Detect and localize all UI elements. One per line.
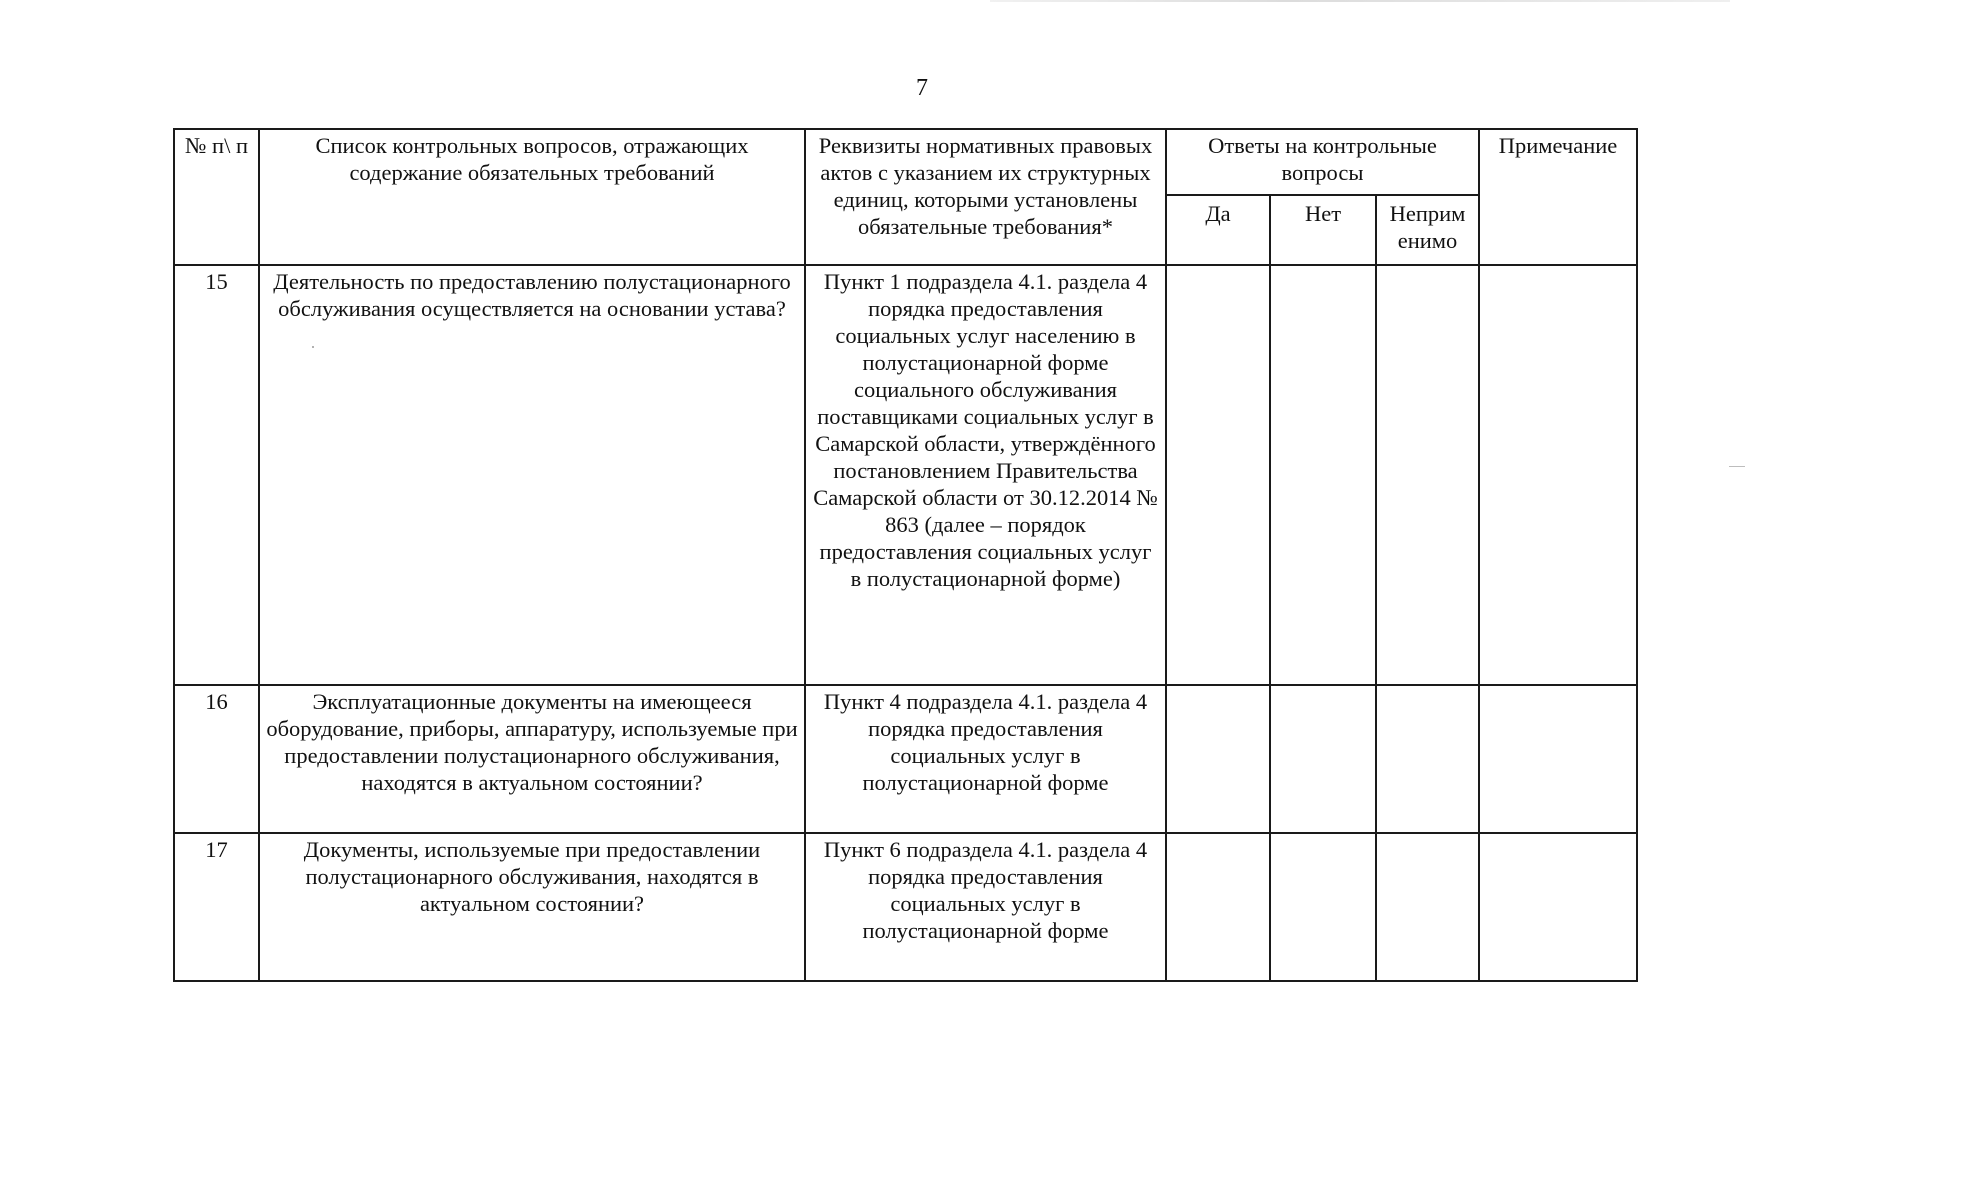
row-answer-no	[1270, 685, 1376, 833]
row-requisites: Пункт 4 подраздела 4.1. раздела 4 порядка предоставления социальных услуг в полустационарной форме	[805, 685, 1166, 833]
header-num: № п\ п	[174, 129, 259, 265]
row-question: Деятельность по предоставлению полустационарного обслуживания осуществляется на основании устава?	[259, 265, 805, 685]
row-num: 16	[174, 685, 259, 833]
row-answer-yes	[1166, 685, 1270, 833]
header-answers: Ответы на контрольные вопросы	[1166, 129, 1479, 195]
table-row	[174, 265, 1637, 685]
row-note	[1479, 265, 1637, 685]
row-num: 17	[174, 833, 259, 981]
scan-edge-artifact	[990, 0, 1730, 2]
row-answer-na	[1376, 265, 1479, 685]
row-answer-na	[1376, 685, 1479, 833]
row-note	[1479, 833, 1637, 981]
scan-dot-artifact	[312, 346, 314, 348]
row-question: Документы, используемые при предоставлении полустационарного обслуживания, находятся в актуальном состоянии?	[259, 833, 805, 981]
row-num: 15	[174, 265, 259, 685]
page-number: 7	[916, 75, 928, 101]
header-yes: Да	[1166, 195, 1270, 265]
row-requisites: Пункт 6 подраздела 4.1. раздела 4 порядка предоставления социальных услуг в полустационарной форме	[805, 833, 1166, 981]
row-note	[1479, 685, 1637, 833]
table-row	[174, 685, 1637, 833]
header-row-top	[174, 129, 1637, 195]
header-questions: Список контрольных вопросов, отражающих содержание обязательных требований	[259, 129, 805, 265]
table-row	[174, 833, 1637, 981]
header-note: Примечание	[1479, 129, 1637, 265]
scan-dash-artifact	[1729, 466, 1745, 467]
row-answer-yes	[1166, 265, 1270, 685]
row-answer-no	[1270, 833, 1376, 981]
header-requisites: Реквизиты нормативных правовых актов с указанием их структурных единиц, которыми установлены обязательные требования*	[805, 129, 1166, 265]
checklist-table	[173, 128, 1638, 982]
header-no: Нет	[1270, 195, 1376, 265]
row-question: Эксплуатационные документы на имеющееся оборудование, приборы, аппаратуру, используемые при предоставлении полустационарного обслуживания, находятся в актуальном состоянии?	[259, 685, 805, 833]
header-na: Неприм енимо	[1376, 195, 1479, 265]
row-answer-yes	[1166, 833, 1270, 981]
row-requisites: Пункт 1 подраздела 4.1. раздела 4 порядка предоставления социальных услуг населению в полустационарной форме социального обслуживания поставщиками социальных услуг в Самарской области, утверждённого постановлением Правительства Самарской области от 30.12.2014 № 863 (далее – порядок предоставления социальных услуг в полустационарной форме)	[805, 265, 1166, 685]
row-answer-na	[1376, 833, 1479, 981]
row-answer-no	[1270, 265, 1376, 685]
